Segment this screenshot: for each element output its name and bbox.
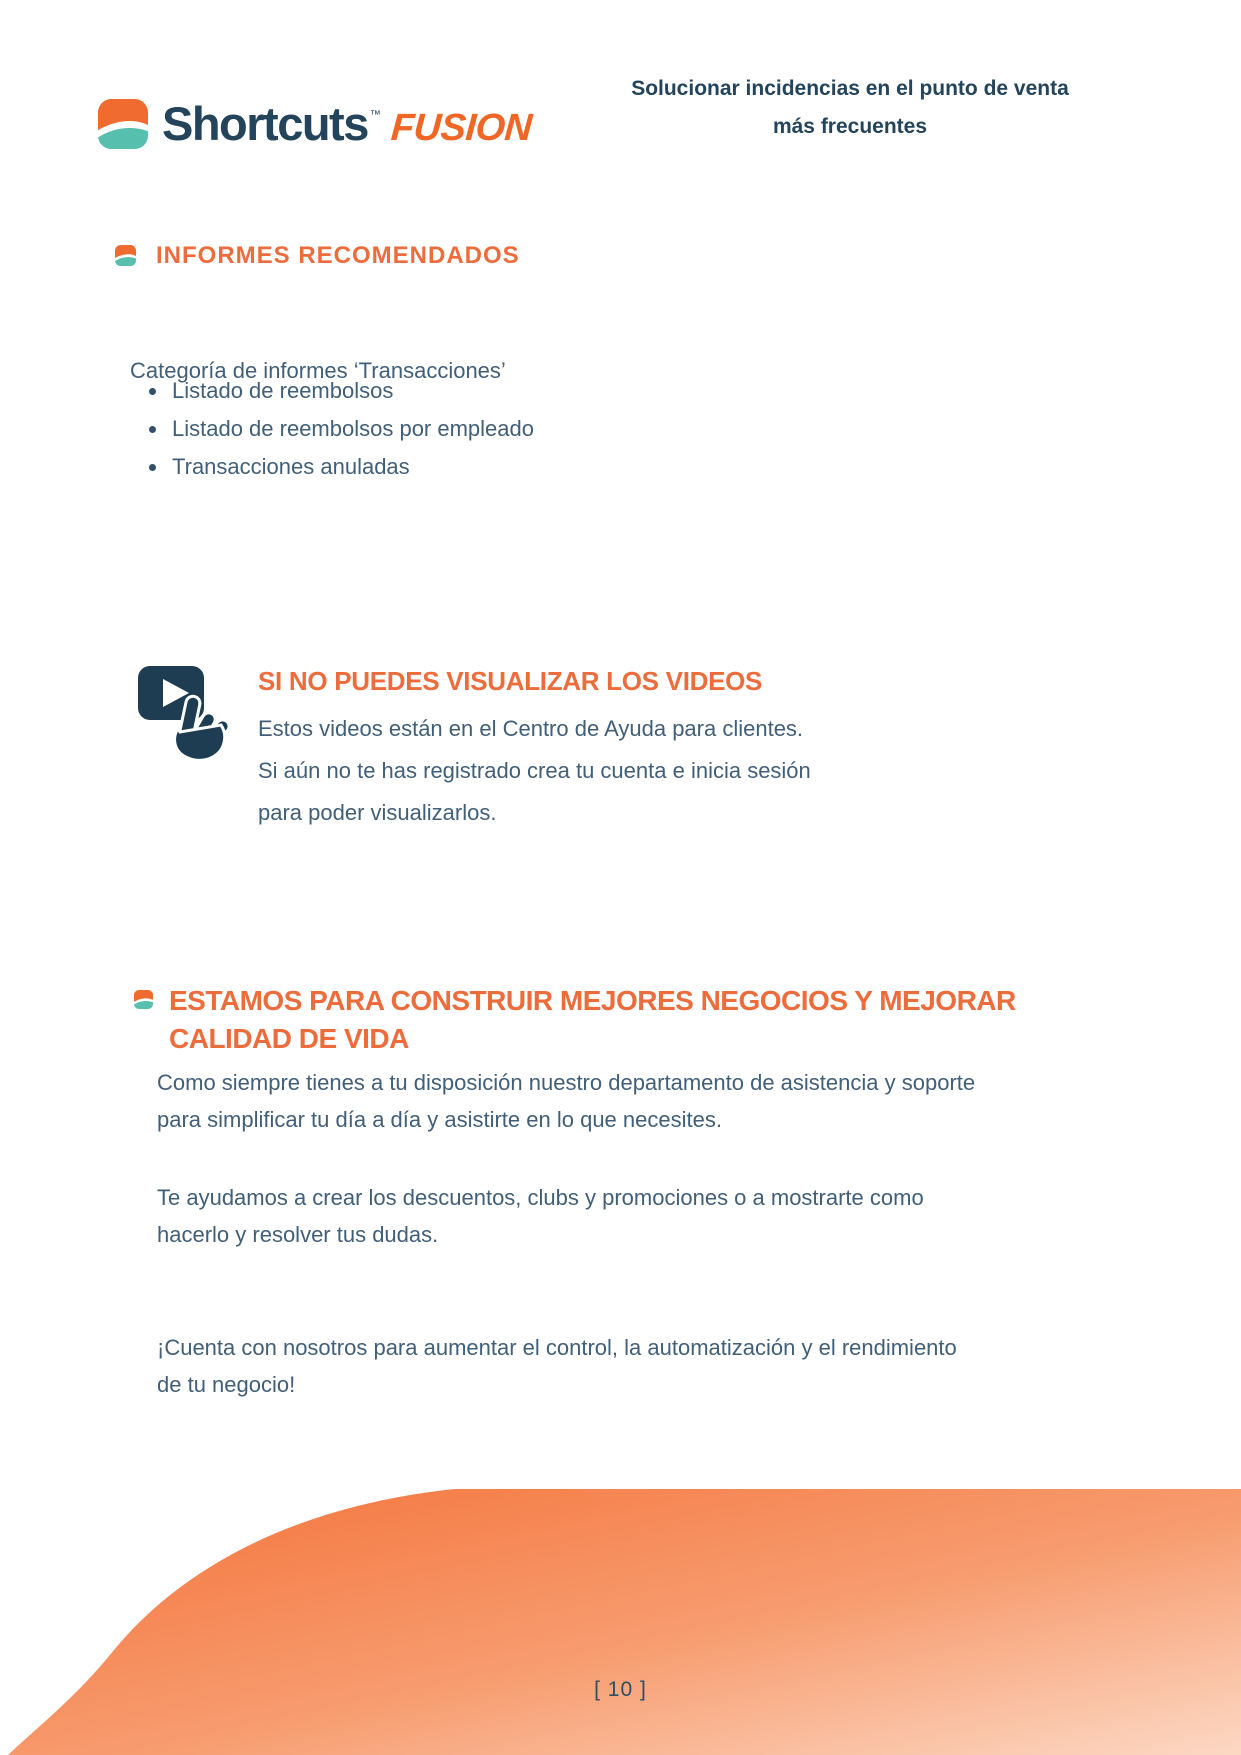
page-number: [ 10 ]: [594, 1678, 647, 1701]
shortcuts-mark-icon: [115, 245, 136, 266]
paragraph-line: ¡Cuenta con nosotros para aumentar el control, la automatización y el rendimiento: [157, 1335, 957, 1360]
section-estamos-heading: [134, 982, 1016, 1058]
estamos-paragraph-3: [157, 1329, 957, 1403]
bullet-dot: [149, 388, 156, 395]
list-item: [148, 372, 534, 410]
paragraph-line: Como siempre tienes a tu disposición nuestro departamento de asistencia y soporte: [157, 1070, 976, 1095]
estamos-title-line1: ESTAMOS PARA CONSTRUIR MEJORES NEGOCIOS Y MEJORAR: [169, 985, 1016, 1016]
section-estamos-title: [169, 982, 1016, 1058]
videos-body-line: para poder visualizarlos.: [258, 800, 497, 825]
estamos-title-line2: CALIDAD DE VIDA: [169, 1023, 409, 1054]
section-videos-title: SI NO PUEDES VISUALIZAR LOS VIDEOS: [258, 666, 763, 696]
brand-product: FUSION: [389, 107, 533, 149]
list-item: [148, 448, 534, 486]
video-play-click-icon: [136, 652, 236, 764]
paragraph-line: para simplificar tu día a día y asistirte en lo que necesites.: [157, 1107, 722, 1132]
footer-wave-shape: [0, 1489, 1241, 1755]
trademark-symbol: ™: [369, 109, 381, 121]
brand-logo: [98, 96, 531, 151]
bullet-dot: [149, 464, 156, 471]
document-title-line1: Solucionar incidencias en el punto de venta: [631, 77, 1069, 100]
videos-body-line: Estos videos están en el Centro de Ayuda para clientes.: [258, 716, 804, 741]
paragraph-line: Te ayudamos a crear los descuentos, clubs y promociones o a mostrarte como: [157, 1185, 924, 1210]
estamos-paragraph-2: [157, 1179, 924, 1253]
shortcuts-mark-icon: [98, 99, 148, 149]
videos-body-line: Si aún no te has registrado crea tu cuenta e inicia sesión: [258, 758, 811, 783]
document-title-line2: más frecuentes: [772, 115, 928, 138]
paragraph-line: de tu negocio!: [157, 1372, 296, 1397]
section-informes-heading: [115, 243, 520, 269]
brand-name: Shortcuts: [162, 97, 368, 150]
informes-intro: Categoría de informes ‘Transacciones’: [130, 358, 506, 383]
informes-bullet-list: [148, 372, 534, 486]
document-title: [560, 70, 1140, 146]
paragraph-line: hacerlo y resolver tus dudas.: [157, 1222, 439, 1247]
list-item-label: Listado de reembolsos por empleado: [172, 416, 535, 441]
brand-wordmark: [162, 96, 531, 151]
videos-body: [258, 708, 811, 834]
list-item: [148, 410, 534, 448]
list-item-label: Listado de reembolsos: [172, 378, 394, 403]
section-informes-title: INFORMES RECOMENDADOS: [156, 242, 520, 269]
estamos-paragraph-1: [157, 1064, 975, 1138]
list-item-label: Transacciones anuladas: [172, 454, 410, 479]
bullet-dot: [149, 426, 156, 433]
shortcuts-mark-icon: [134, 990, 153, 1009]
